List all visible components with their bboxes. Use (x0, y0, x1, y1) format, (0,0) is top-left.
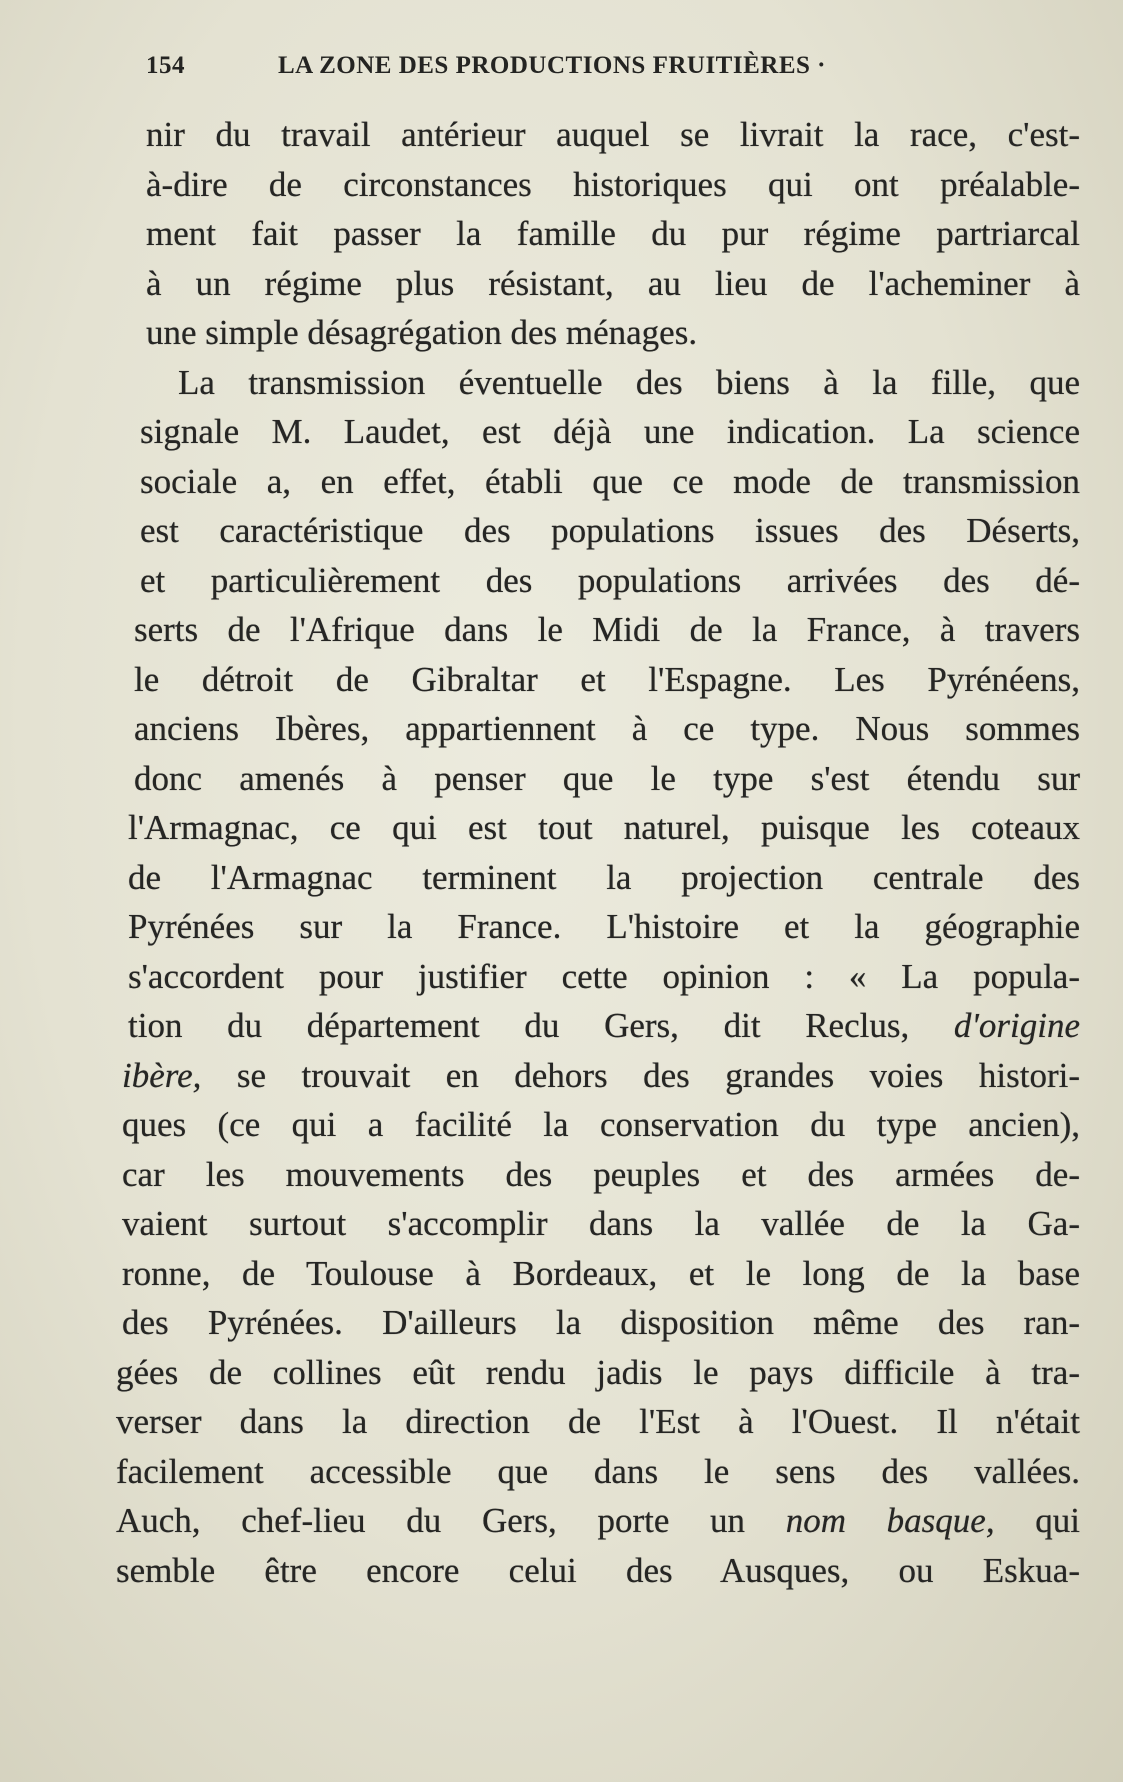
text-line (128, 1001, 1080, 1051)
text-line: ronne, de Toulouse à Bordeaux, et le long de la base (122, 1253, 1080, 1293)
line-text: qui (994, 1501, 1080, 1540)
body-text (116, 110, 1080, 1595)
text-line: serts de l'Afrique dans le Midi de la France, à travers (134, 610, 1080, 649)
text-line: et particulièrement des populations arrivées des dé- (140, 560, 1080, 600)
text-line: vaient surtout s'accomplir dans la vallée de la Ga- (122, 1204, 1080, 1243)
text-line: l'Armagnac, ce qui est tout naturel, puisque les coteaux (128, 808, 1080, 847)
paragraph-start-line: La transmission éventuelle des biens à la fille, que (178, 362, 1080, 402)
text-line: nir du travail antérieur auquel se livrait la race, c'est- (146, 115, 1080, 154)
text-line: s'accordent pour justifier cette opinion : « La popula- (128, 956, 1080, 996)
text-line: des Pyrénées. D'ailleurs la disposition même des ran- (122, 1303, 1080, 1342)
text-line: facilement accessible que dans le sens des vallées. (116, 1451, 1080, 1491)
page-header (146, 52, 976, 92)
text-line: anciens Ibères, appartiennent à ce type. Nous sommes (134, 709, 1080, 748)
text-line: à-dire de circonstances historiques qui ont préalable- (146, 164, 1080, 204)
text-line: de l'Armagnac terminent la projection centrale des (128, 857, 1080, 897)
text-line: le détroit de Gibraltar et l'Espagne. Les Pyrénéens, (134, 659, 1080, 699)
text-line: ment fait passer la famille du pur régime partriarcal (146, 214, 1080, 253)
text-line: sociale a, en effet, établi que ce mode de transmission (140, 461, 1080, 501)
text-line: gées de collines eût rendu jadis le pays difficile à tra- (116, 1352, 1080, 1392)
line-text: Auch, chef-lieu du Gers, porte un (116, 1501, 786, 1540)
italic-text: ibère, (122, 1055, 202, 1095)
line-text: se trouvait en dehors des grandes voies histori- (201, 1055, 1080, 1095)
line-text: tion du département du Gers, dit Reclus, (128, 1006, 954, 1045)
text-line (116, 1496, 1080, 1546)
text-line: car les mouvements des peuples et des armées de- (122, 1154, 1080, 1194)
text-line: semble être encore celui des Ausques, ou Eskua- (116, 1550, 1080, 1590)
text-line: signale M. Laudet, est déjà une indication. La science (140, 412, 1080, 451)
text-line (122, 1051, 1080, 1101)
text-line: verser dans la direction de l'Est à l'Ouest. Il n'était (116, 1402, 1080, 1441)
text-line: Pyrénées sur la France. L'histoire et la géographie (128, 907, 1080, 946)
text-line: à un régime plus résistant, au lieu de l'acheminer à (146, 263, 1080, 303)
text-line: est caractéristique des populations issues des Déserts, (140, 511, 1080, 550)
text-line: donc amenés à penser que le type s'est étendu sur (134, 758, 1080, 798)
italic-text: nom basque, (785, 1501, 995, 1540)
text-line: ques (ce qui a facilité la conservation du type ancien), (122, 1105, 1080, 1144)
italic-text: d'origine (953, 1006, 1080, 1045)
running-title: LA ZONE DES PRODUCTIONS FRUITIÈRES · (278, 52, 826, 79)
text-line: une simple désagrégation des ménages. (146, 313, 698, 352)
page-number: 154 (146, 52, 185, 79)
